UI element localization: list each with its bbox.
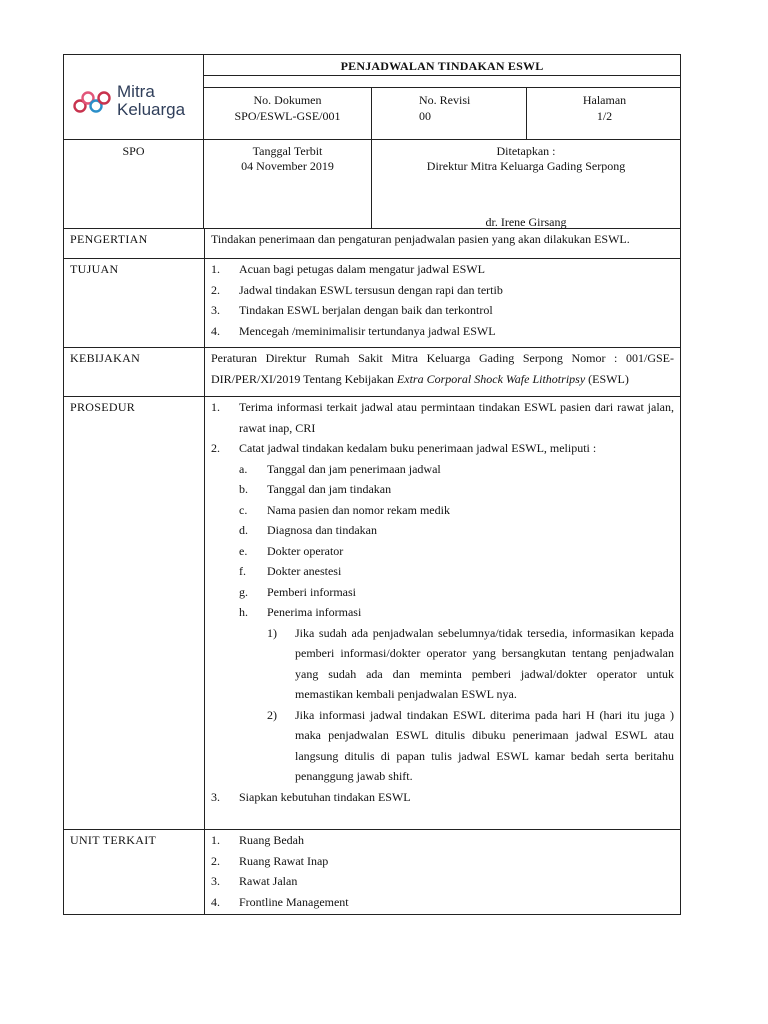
prosedur-sublist bbox=[211, 459, 674, 623]
signer-name: dr. Irene Girsang bbox=[485, 215, 567, 229]
doc-number-label: No. Dokumen bbox=[253, 93, 322, 107]
list-item: 3. Tindakan ESWL berjalan dengan baik dan terkontrol bbox=[211, 303, 493, 317]
sections-table bbox=[63, 228, 681, 915]
section-unit-terkait bbox=[64, 830, 681, 915]
sub-item: f. Dokter anestesi bbox=[239, 564, 342, 578]
document-header bbox=[63, 54, 681, 229]
list-item: 3. Rawat Jalan bbox=[211, 874, 298, 888]
section-label: PROSEDUR bbox=[64, 397, 205, 830]
page-value: 1/2 bbox=[596, 109, 613, 123]
section-label: PENGERTIAN bbox=[64, 229, 205, 259]
page-label: Halaman bbox=[582, 93, 627, 107]
sub-item: h. Penerima informasi bbox=[239, 605, 362, 619]
set-by-label: Ditetapkan : bbox=[496, 144, 556, 158]
list-item: 2. Ruang Rawat Inap bbox=[211, 853, 329, 868]
kebijakan-text: Peraturan Direktur Rumah Sakit Mitra Keluarga Gading Serpong Nomor : 001/GSE-DIR/PER/XI/2019 Tentang Kebijakan Extra Corporal Shock Wafe Lithotripsy (ESWL) bbox=[205, 348, 681, 397]
section-kebijakan bbox=[64, 348, 681, 397]
sub-item: c. Nama pasien dan nomor rekam medik bbox=[239, 502, 450, 517]
subsub-item: 2) Jika informasi jadwal tindakan ESWL diterima pada hari H (hari itu juga ) maka penjadwalan ESWL ditulis dibuku penerimaan jadwal ESWL atau langsung ditulis di papan tulis jadwal ESWL kamar bedah serta beritahu penanggung jawab shift. bbox=[267, 707, 674, 783]
logo-text-line1: Mitra bbox=[117, 82, 155, 101]
prosedur-list bbox=[211, 397, 674, 459]
list-item: 2. Jadwal tindakan ESWL tersusun dengan rapi dan tertib bbox=[211, 282, 503, 297]
revision-value: 00 bbox=[419, 109, 431, 123]
section-label: KEBIJAKAN bbox=[64, 348, 205, 397]
sub-item: b. Tanggal dan jam tindakan bbox=[239, 482, 392, 496]
sub-item: e. Dokter operator bbox=[239, 543, 344, 558]
section-label: UNIT TERKAIT bbox=[64, 830, 205, 915]
section-prosedur bbox=[64, 397, 681, 830]
subsub-item: 1) Jika sudah ada penjadwalan sebelumnya/tidak tersedia, informasikan kepada pemberi informasi/dokter operator yang bersangkutan tentang penjadwalan yang sudah ada dan meminta pemberi jadwal/dokter operator untuk memastikan kembali penjadwalan ESWL nya. bbox=[267, 625, 674, 701]
spo-label: SPO bbox=[122, 144, 145, 158]
tujuan-list bbox=[211, 259, 674, 341]
list-item: 2. Catat jadwal tindakan kedalam buku penerimaan jadwal ESWL, meliputi : bbox=[211, 441, 597, 455]
section-label: TUJUAN bbox=[64, 259, 205, 348]
logo-text-line2: Keluarga bbox=[117, 100, 186, 119]
sub-item: a. Tanggal dan jam penerimaan jadwal bbox=[239, 461, 441, 476]
set-by-value: Direktur Mitra Keluarga Gading Serpong bbox=[426, 159, 626, 173]
sub-item: d. Diagnosa dan tindakan bbox=[239, 523, 377, 537]
document-title: PENJADWALAN TINDAKAN ESWL bbox=[340, 59, 544, 73]
pengertian-text: Tindakan penerimaan dan pengaturan penjadwalan pasien yang akan dilakukan ESWL. bbox=[205, 229, 681, 259]
issue-date-label: Tanggal Terbit bbox=[252, 144, 323, 158]
list-item: 1. Ruang Bedah bbox=[211, 833, 304, 847]
unit-list bbox=[211, 830, 674, 912]
prosedur-list-cont bbox=[211, 787, 674, 808]
list-item: 3. Siapkan kebutuhan tindakan ESWL bbox=[211, 789, 411, 804]
issue-date-value: 04 November 2019 bbox=[241, 159, 334, 173]
list-item: 4. Mencegah /meminimalisir tertundanya jadwal ESWL bbox=[211, 323, 496, 338]
list-item: 4. Frontline Management bbox=[211, 894, 349, 909]
section-tujuan bbox=[64, 259, 681, 348]
prosedur-subsublist bbox=[211, 623, 674, 787]
revision-label: No. Revisi bbox=[419, 93, 471, 107]
section-pengertian bbox=[64, 229, 681, 259]
doc-number-value: SPO/ESWL-GSE/001 bbox=[234, 109, 341, 123]
spo-document bbox=[63, 54, 681, 915]
sub-item: g. Pemberi informasi bbox=[239, 584, 356, 599]
list-item: 1. Terima informasi terkait jadwal atau permintaan tindakan ESWL pasien dari rawat jalan, rawat inap, CRI bbox=[211, 400, 674, 435]
list-item: 1. Acuan bagi petugas dalam mengatur jadwal ESWL bbox=[211, 262, 485, 276]
